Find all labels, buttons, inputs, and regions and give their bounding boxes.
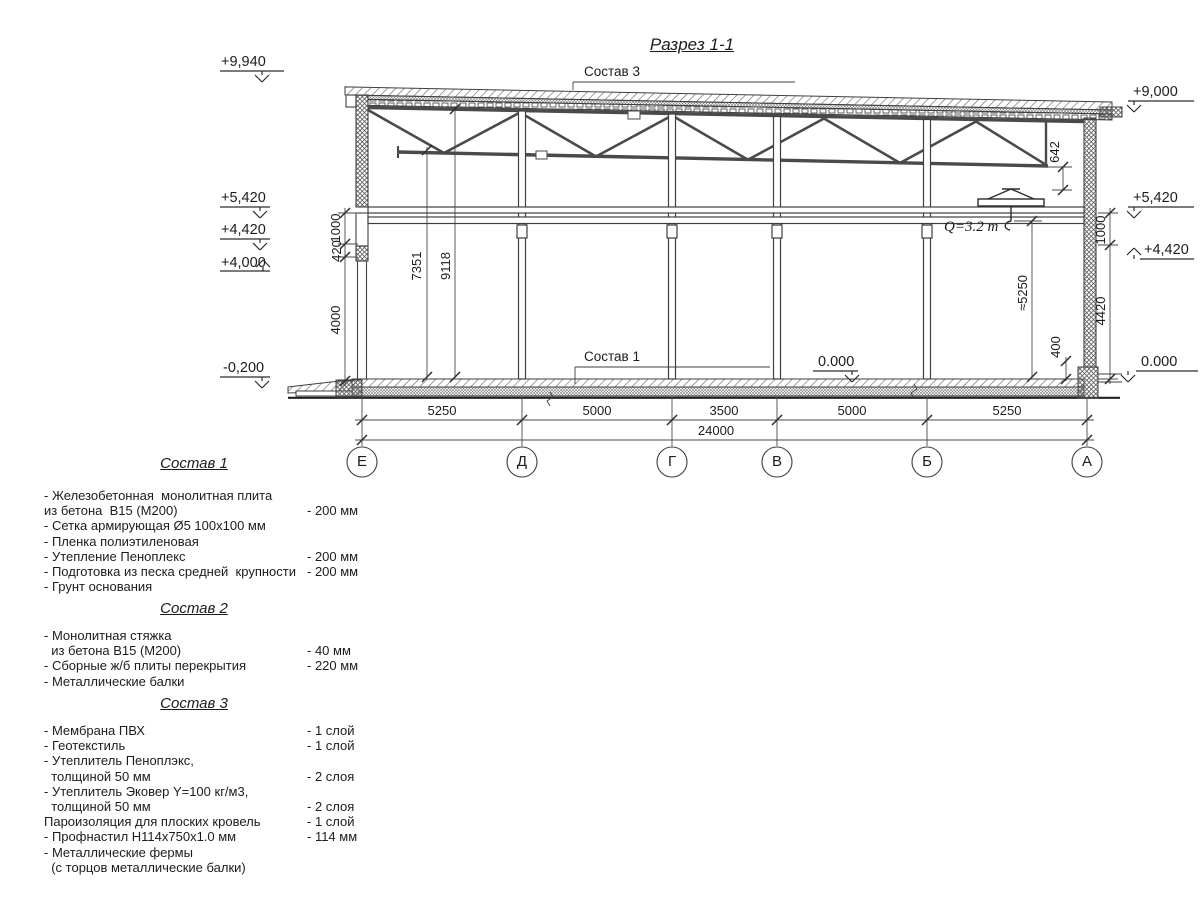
composition-row (44, 549, 379, 564)
composition-row (44, 564, 379, 579)
composition-row (44, 723, 379, 738)
layer-name: - Подготовка из песка средней крупности (44, 563, 296, 579)
vertical-dimensions (338, 104, 1118, 386)
composition-3-heading: Состав 3 (160, 695, 228, 712)
callout-leaders (573, 82, 795, 384)
composition-row (44, 769, 379, 784)
right-foundation (1078, 367, 1122, 398)
composition-row (44, 488, 379, 503)
composition-list-1 (44, 455, 379, 594)
layer-name: из бетона В15 (М200) (44, 643, 182, 659)
layer-name: из бетона В15 (М200) (44, 503, 178, 519)
composition-row (44, 518, 379, 533)
layer-thickness: - 200 мм (307, 563, 359, 579)
composition-row (44, 860, 379, 875)
layer-thickness: - 114 мм (307, 829, 358, 845)
axis-G: Г (667, 453, 677, 470)
elevation-4420-left: +4,420 (221, 222, 266, 238)
layer-name: - Железобетонная монолитная плита (44, 488, 273, 503)
dim-1000-right: 1000 (1093, 215, 1109, 245)
layer-name: - Металлические фермы (44, 844, 193, 860)
layer-name: - Сетка армирующая Ø5 100х100 мм (44, 518, 266, 534)
composition-row (44, 814, 379, 829)
elevation-minus0200: -0,200 (223, 360, 265, 376)
dim-total: 24000 (697, 423, 735, 438)
dim-400: 400 (1048, 336, 1064, 358)
composition-row (44, 534, 379, 549)
elevation-5420-left: +5,420 (221, 190, 266, 206)
composition-row (44, 628, 379, 643)
left-wall (346, 95, 368, 379)
dim-span-3: 3500 (709, 403, 739, 418)
elevation-0000-right: 0.000 (1141, 354, 1178, 370)
layer-name: (с торцов металлические балки) (44, 859, 246, 875)
layer-thickness: - 40 мм (307, 643, 351, 659)
elevation-0000-inner: 0.000 (818, 354, 855, 370)
dim-7351: 7351 (409, 251, 425, 281)
composition-row (44, 643, 379, 658)
layer-name: - Утепление Пеноплекс (44, 548, 186, 564)
elevation-4000-left: +4,000 (221, 255, 266, 271)
composition-row (44, 674, 379, 689)
layer-name: - Мембрана ПВХ (44, 723, 145, 738)
crane-capacity-label: Q=3.2 т (944, 219, 999, 235)
dim-span-5: 5250 (992, 403, 1022, 418)
dim-span-4: 5000 (837, 403, 867, 418)
composition-list-3 (44, 695, 379, 875)
layer-thickness: - 200 мм (307, 548, 359, 564)
layer-thickness: - 220 мм (307, 658, 359, 674)
composition-row (44, 784, 379, 799)
layer-name: - Утеплитель Пеноплэкс, (44, 753, 194, 769)
layer-name: толщиной 50 мм (44, 798, 151, 814)
dim-5250-crane: ≈5250 (1015, 274, 1031, 312)
composition-row (44, 799, 379, 814)
left-ramp (288, 380, 362, 398)
callout-sostav3: Состав 3 (584, 64, 640, 79)
dim-1000-left: 1000 (328, 213, 344, 243)
layer-name: - Монолитная стяжка (44, 628, 172, 643)
dim-642: 642 (1047, 141, 1063, 163)
composition-row (44, 829, 379, 844)
elevation-5420-right: +5,420 (1133, 190, 1178, 206)
layer-name: - Профнастил Н114х750х1.0 мм (44, 829, 237, 845)
layer-name: - Пленка полиэтиленовая (44, 533, 199, 549)
layer-thickness: - 2 слоя (307, 798, 355, 814)
composition-row (44, 658, 379, 673)
layer-name: - Металлические балки (44, 673, 185, 689)
layer-thickness: - 1 слой (307, 738, 355, 754)
layer-name: - Утеплитель Эковер Y=100 кг/м3, (44, 783, 249, 799)
dim-span-1: 5250 (427, 403, 457, 418)
dim-9118: 9118 (438, 252, 454, 280)
elevation-9000: +9,000 (1133, 84, 1178, 100)
composition-row (44, 503, 379, 518)
layer-name: - Грунт основания (44, 579, 153, 595)
dim-420-left: 420 (329, 240, 345, 262)
composition-2-rows (44, 628, 379, 689)
layer-thickness: - 200 мм (307, 503, 359, 519)
layer-name: - Геотекстиль (44, 738, 126, 754)
composition-2-heading: Состав 2 (160, 600, 228, 617)
composition-row (44, 845, 379, 860)
composition-row (44, 738, 379, 753)
composition-3-rows (44, 723, 379, 875)
layer-thickness: - 1 слой (307, 723, 355, 738)
dim-4000-left: 4000 (328, 305, 344, 335)
layer-name: - Сборные ж/б плиты перекрытия (44, 658, 247, 674)
layer-thickness: - 2 слоя (307, 768, 355, 784)
axis-bubbles (347, 447, 1102, 477)
axis-D: Д (516, 453, 528, 470)
composition-1-rows (44, 488, 379, 594)
layer-thickness: - 1 слой (307, 814, 355, 830)
composition-row (44, 753, 379, 768)
composition-1-heading: Состав 1 (160, 455, 228, 472)
elevation-9940: +9,940 (221, 54, 266, 70)
layer-name: Пароизоляция для плоских кровель (44, 814, 261, 830)
drawing-title: Разрез 1-1 (649, 35, 735, 54)
floor-slab (288, 379, 1120, 406)
elevation-4420-right: +4,420 (1144, 242, 1189, 258)
columns (519, 111, 931, 379)
dim-4420-right: 4420 (1093, 296, 1109, 326)
composition-list-2 (44, 600, 379, 689)
axis-B: Б (922, 453, 932, 470)
dim-span-2: 5000 (582, 403, 612, 418)
callout-sostav1: Состав 1 (584, 349, 640, 364)
axis-V: В (771, 453, 783, 470)
layer-name: толщиной 50 мм (44, 768, 151, 784)
composition-row (44, 579, 379, 594)
axis-A: А (1081, 453, 1093, 470)
axis-E: Е (356, 453, 368, 470)
